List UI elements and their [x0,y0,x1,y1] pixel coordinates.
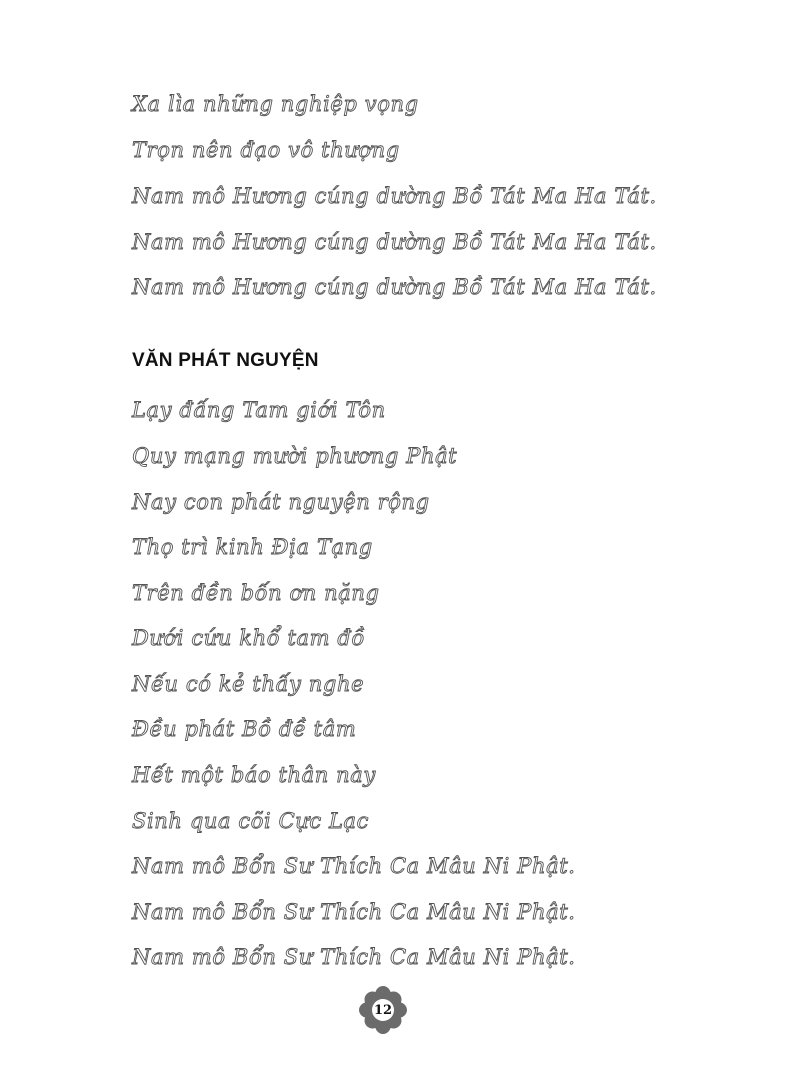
tracing-line: Nay con phát nguyện rộng [132,490,430,514]
tracing-line: Nam mô Hương cúng dường Bồ Tát Ma Ha Tát. [132,275,657,299]
tracing-line: Nam mô Bổn Sư Thích Ca Mâu Ni Phật. [132,945,576,969]
section-heading: VĂN PHÁT NGUYỆN [132,350,319,371]
tracing-line: Sinh qua cõi Cực Lạc [132,809,370,833]
tracing-line: Trọn nên đạo vô thượng [132,138,400,162]
page-number-badge [358,985,408,1035]
tracing-line: Nam mô Bổn Sư Thích Ca Mâu Ni Phật. [132,900,576,924]
tracing-line: Nam mô Bổn Sư Thích Ca Mâu Ni Phật. [132,854,576,878]
tracing-line: Lạy đấng Tam giới Tôn [132,398,386,422]
tracing-line: Nam mô Hương cúng dường Bồ Tát Ma Ha Tát. [132,230,657,254]
tracing-line: Đều phát Bồ đề tâm [132,717,357,741]
tracing-line: Thọ trì kinh Địa Tạng [132,535,373,559]
page-number: 12 [373,1002,393,1018]
tracing-line: Hết một báo thân này [132,763,376,787]
tracing-line: Xa lìa những nghiệp vọng [132,92,419,116]
tracing-line: Nếu có kẻ thấy nghe [132,672,365,696]
tracing-line: Trên đền bốn ơn nặng [132,581,380,605]
tracing-line: Quy mạng mười phương Phật [132,444,458,468]
tracing-line: Dưới cứu khổ tam đồ [132,626,365,650]
tracing-line: Nam mô Hương cúng dường Bồ Tát Ma Ha Tát. [132,184,657,208]
